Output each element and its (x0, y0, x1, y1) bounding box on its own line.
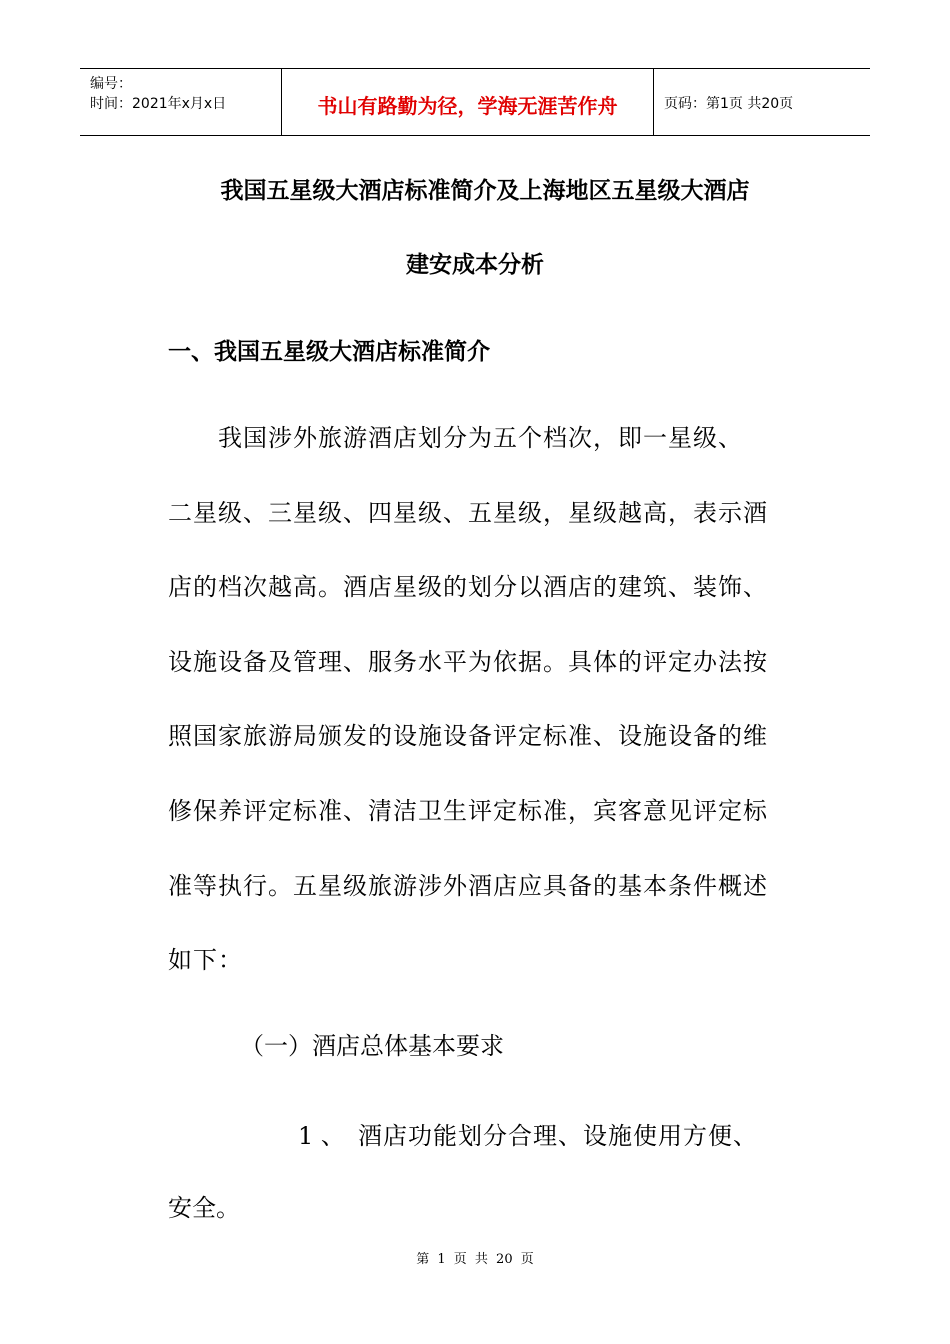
page-footer: 第 1 页 共 20 页 (416, 1252, 534, 1267)
list-item-number: 1 、 (298, 1122, 345, 1150)
paragraph-line: 照国家旅游局颁发的设施设备评定标准、设施设备的维 (168, 722, 768, 750)
header-motto: 书山有路勤为径，学海无涯苦作舟 (282, 69, 654, 135)
header-page-info: 页码：第1页 共20页 (664, 96, 794, 112)
document-title-line1: 我国五星级大酒店标准简介及上海地区五星级大酒店 (220, 178, 750, 204)
sub-heading: （一）酒店总体基本要求 (240, 1032, 504, 1060)
paragraph-line: 我国涉外旅游酒店划分为五个档次，即一星级、 (168, 424, 743, 452)
list-item-continuation: 安全。 (168, 1194, 240, 1222)
paragraph-line: 二星级、三星级、四星级、五星级，星级越高，表示酒 (168, 499, 768, 527)
list-item-text: 酒店功能划分合理、设施使用方便、 (358, 1122, 758, 1150)
paragraph-line: 如下： (168, 946, 243, 974)
document-number-label: 编号： (90, 76, 132, 92)
page-header (80, 68, 870, 136)
paragraph-line: 准等执行。五星级旅游涉外酒店应具备的基本条件概述 (168, 872, 768, 900)
paragraph-line: 店的档次越高。酒店星级的划分以酒店的建筑、装饰、 (168, 573, 768, 601)
document-time-label: 时间：2021年x月x日 (90, 96, 227, 112)
section-heading: 一、我国五星级大酒店标准简介 (168, 339, 490, 365)
paragraph-line: 设施设备及管理、服务水平为依据。具体的评定办法按 (168, 648, 768, 676)
header-meta-cell (80, 69, 282, 135)
document-title-line2: 建安成本分析 (406, 252, 544, 278)
paragraph-line: 修保养评定标准、清洁卫生评定标准，宾客意见评定标 (168, 797, 768, 825)
